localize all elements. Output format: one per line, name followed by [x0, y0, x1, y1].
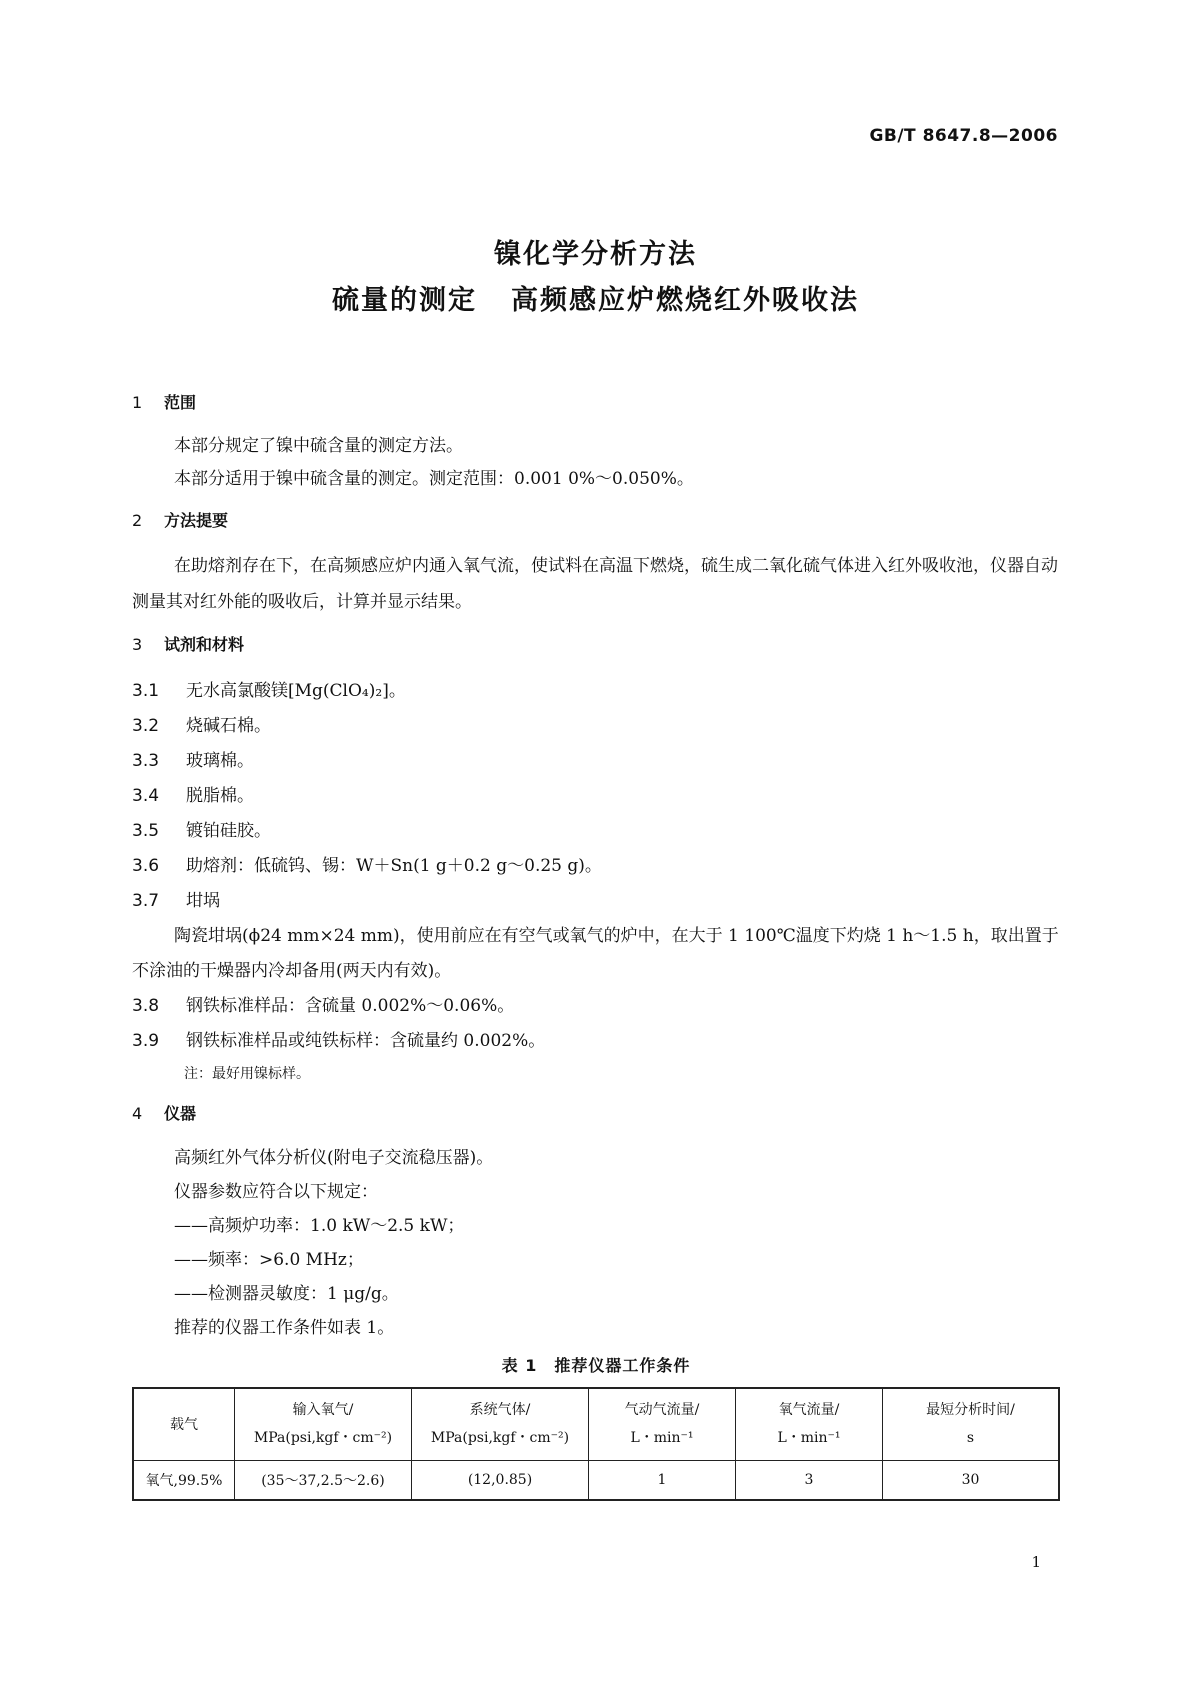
dash-list-item: ——检测器灵敏度：1 μg/g。 — [174, 1284, 399, 1304]
list-item: 3.6 助熔剂：低硫钨、锡：W＋Sn(1 g＋0.2 g～0.25 g)。 — [132, 856, 602, 876]
conditions-table — [132, 1387, 1060, 1501]
list-item: 3.1 无水高氯酸镁[Mg(ClO₄)₂]。 — [132, 681, 406, 701]
document-title — [0, 232, 1191, 324]
paragraph: 陶瓷坩埚(ϕ24 mm×24 mm)，使用前应在有空气或氧气的炉中，在大于 1 100℃温度下灼烧 1 h～1.5 h，取出置于不涂油的干燥器内冷却备用(两天内有效)。 — [132, 926, 1059, 981]
title-line-1: 镍化学分析方法 — [494, 239, 697, 270]
section-heading-4 — [132, 1099, 1060, 1129]
table-cell: 1 — [589, 1460, 736, 1500]
section-number: 3 — [132, 635, 143, 654]
paragraph: 本部分规定了镍中硫含量的测定方法。 — [174, 436, 463, 456]
paragraph: 高频红外气体分析仪(附电子交流稳压器)。 — [174, 1148, 494, 1168]
table-row — [133, 1460, 1059, 1500]
section-number: 1 — [132, 393, 143, 412]
title-line-2b: 高频感应炉燃烧红外吸收法 — [511, 285, 859, 316]
table-cell: 30 — [883, 1460, 1060, 1500]
table-cell: (12,0.85) — [412, 1460, 589, 1500]
list-item: 3.7 坩埚 — [132, 891, 220, 911]
paragraph: 仪器参数应符合以下规定： — [174, 1182, 378, 1202]
table-cell: 氧气,99.5% — [133, 1460, 235, 1500]
title-line-2 — [0, 278, 1191, 324]
dash-list-item: ——频率：>6.0 MHz； — [174, 1250, 364, 1270]
list-item: 3.5 镀铂硅胶。 — [132, 821, 271, 841]
table-cell: (35～37,2.5～2.6) — [235, 1460, 412, 1500]
table-header-cell: 输入氧气/ MPa(psi,kgf・cm⁻²) — [235, 1388, 412, 1460]
list-item: 3.8 钢铁标准样品：含硫量 0.002%～0.06%。 — [132, 996, 515, 1016]
table-cell: 3 — [736, 1460, 883, 1500]
section-heading-3 — [132, 630, 1060, 660]
document-body — [132, 382, 1060, 1501]
section-number: 2 — [132, 511, 143, 530]
section-title: 仪器 — [164, 1104, 197, 1123]
section-number: 4 — [132, 1104, 143, 1123]
title-line-2a: 硫量的测定 — [332, 285, 477, 316]
table-header-cell: 最短分析时间/ s — [883, 1388, 1060, 1460]
paragraph: 本部分适用于镍中硫含量的测定。测定范围：0.001 0%～0.050%。 — [174, 469, 694, 489]
table-header-cell: 载气 — [133, 1388, 235, 1460]
section-title: 范围 — [164, 393, 197, 412]
table-header-cell: 氧气流量/ L・min⁻¹ — [736, 1388, 883, 1460]
list-item: 3.2 烧碱石棉。 — [132, 716, 271, 736]
section-title: 方法提要 — [164, 511, 229, 530]
standard-code: GB/T 8647.8—2006 — [869, 126, 1058, 146]
table-title: 表 1 推荐仪器工作条件 — [501, 1356, 691, 1375]
paragraph: 在助熔剂存在下，在高频感应炉内通入氧气流，使试料在高温下燃烧，硫生成二氧化硫气体进入红外吸收池，仪器自动测量其对红外能的吸收后，计算并显示结果。 — [132, 556, 1058, 612]
section-heading-1 — [132, 388, 1060, 418]
dash-list-item: ——高频炉功率：1.0 kW～2.5 kW； — [174, 1216, 465, 1236]
note: 注：最好用镍标样。 — [184, 1066, 310, 1082]
list-item: 3.3 玻璃棉。 — [132, 751, 254, 771]
table-header-cell: 气动气流量/ L・min⁻¹ — [589, 1388, 736, 1460]
table-header-row — [133, 1388, 1059, 1460]
section-heading-2 — [132, 506, 1060, 536]
page-number: 1 — [1031, 1553, 1041, 1571]
list-item: 3.9 钢铁标准样品或纯铁标样：含硫量约 0.002%。 — [132, 1031, 546, 1051]
section-title: 试剂和材料 — [164, 635, 245, 654]
table-header-cell: 系统气体/ MPa(psi,kgf・cm⁻²) — [412, 1388, 589, 1460]
list-item: 3.4 脱脂棉。 — [132, 786, 254, 806]
paragraph: 推荐的仪器工作条件如表 1。 — [174, 1318, 395, 1338]
